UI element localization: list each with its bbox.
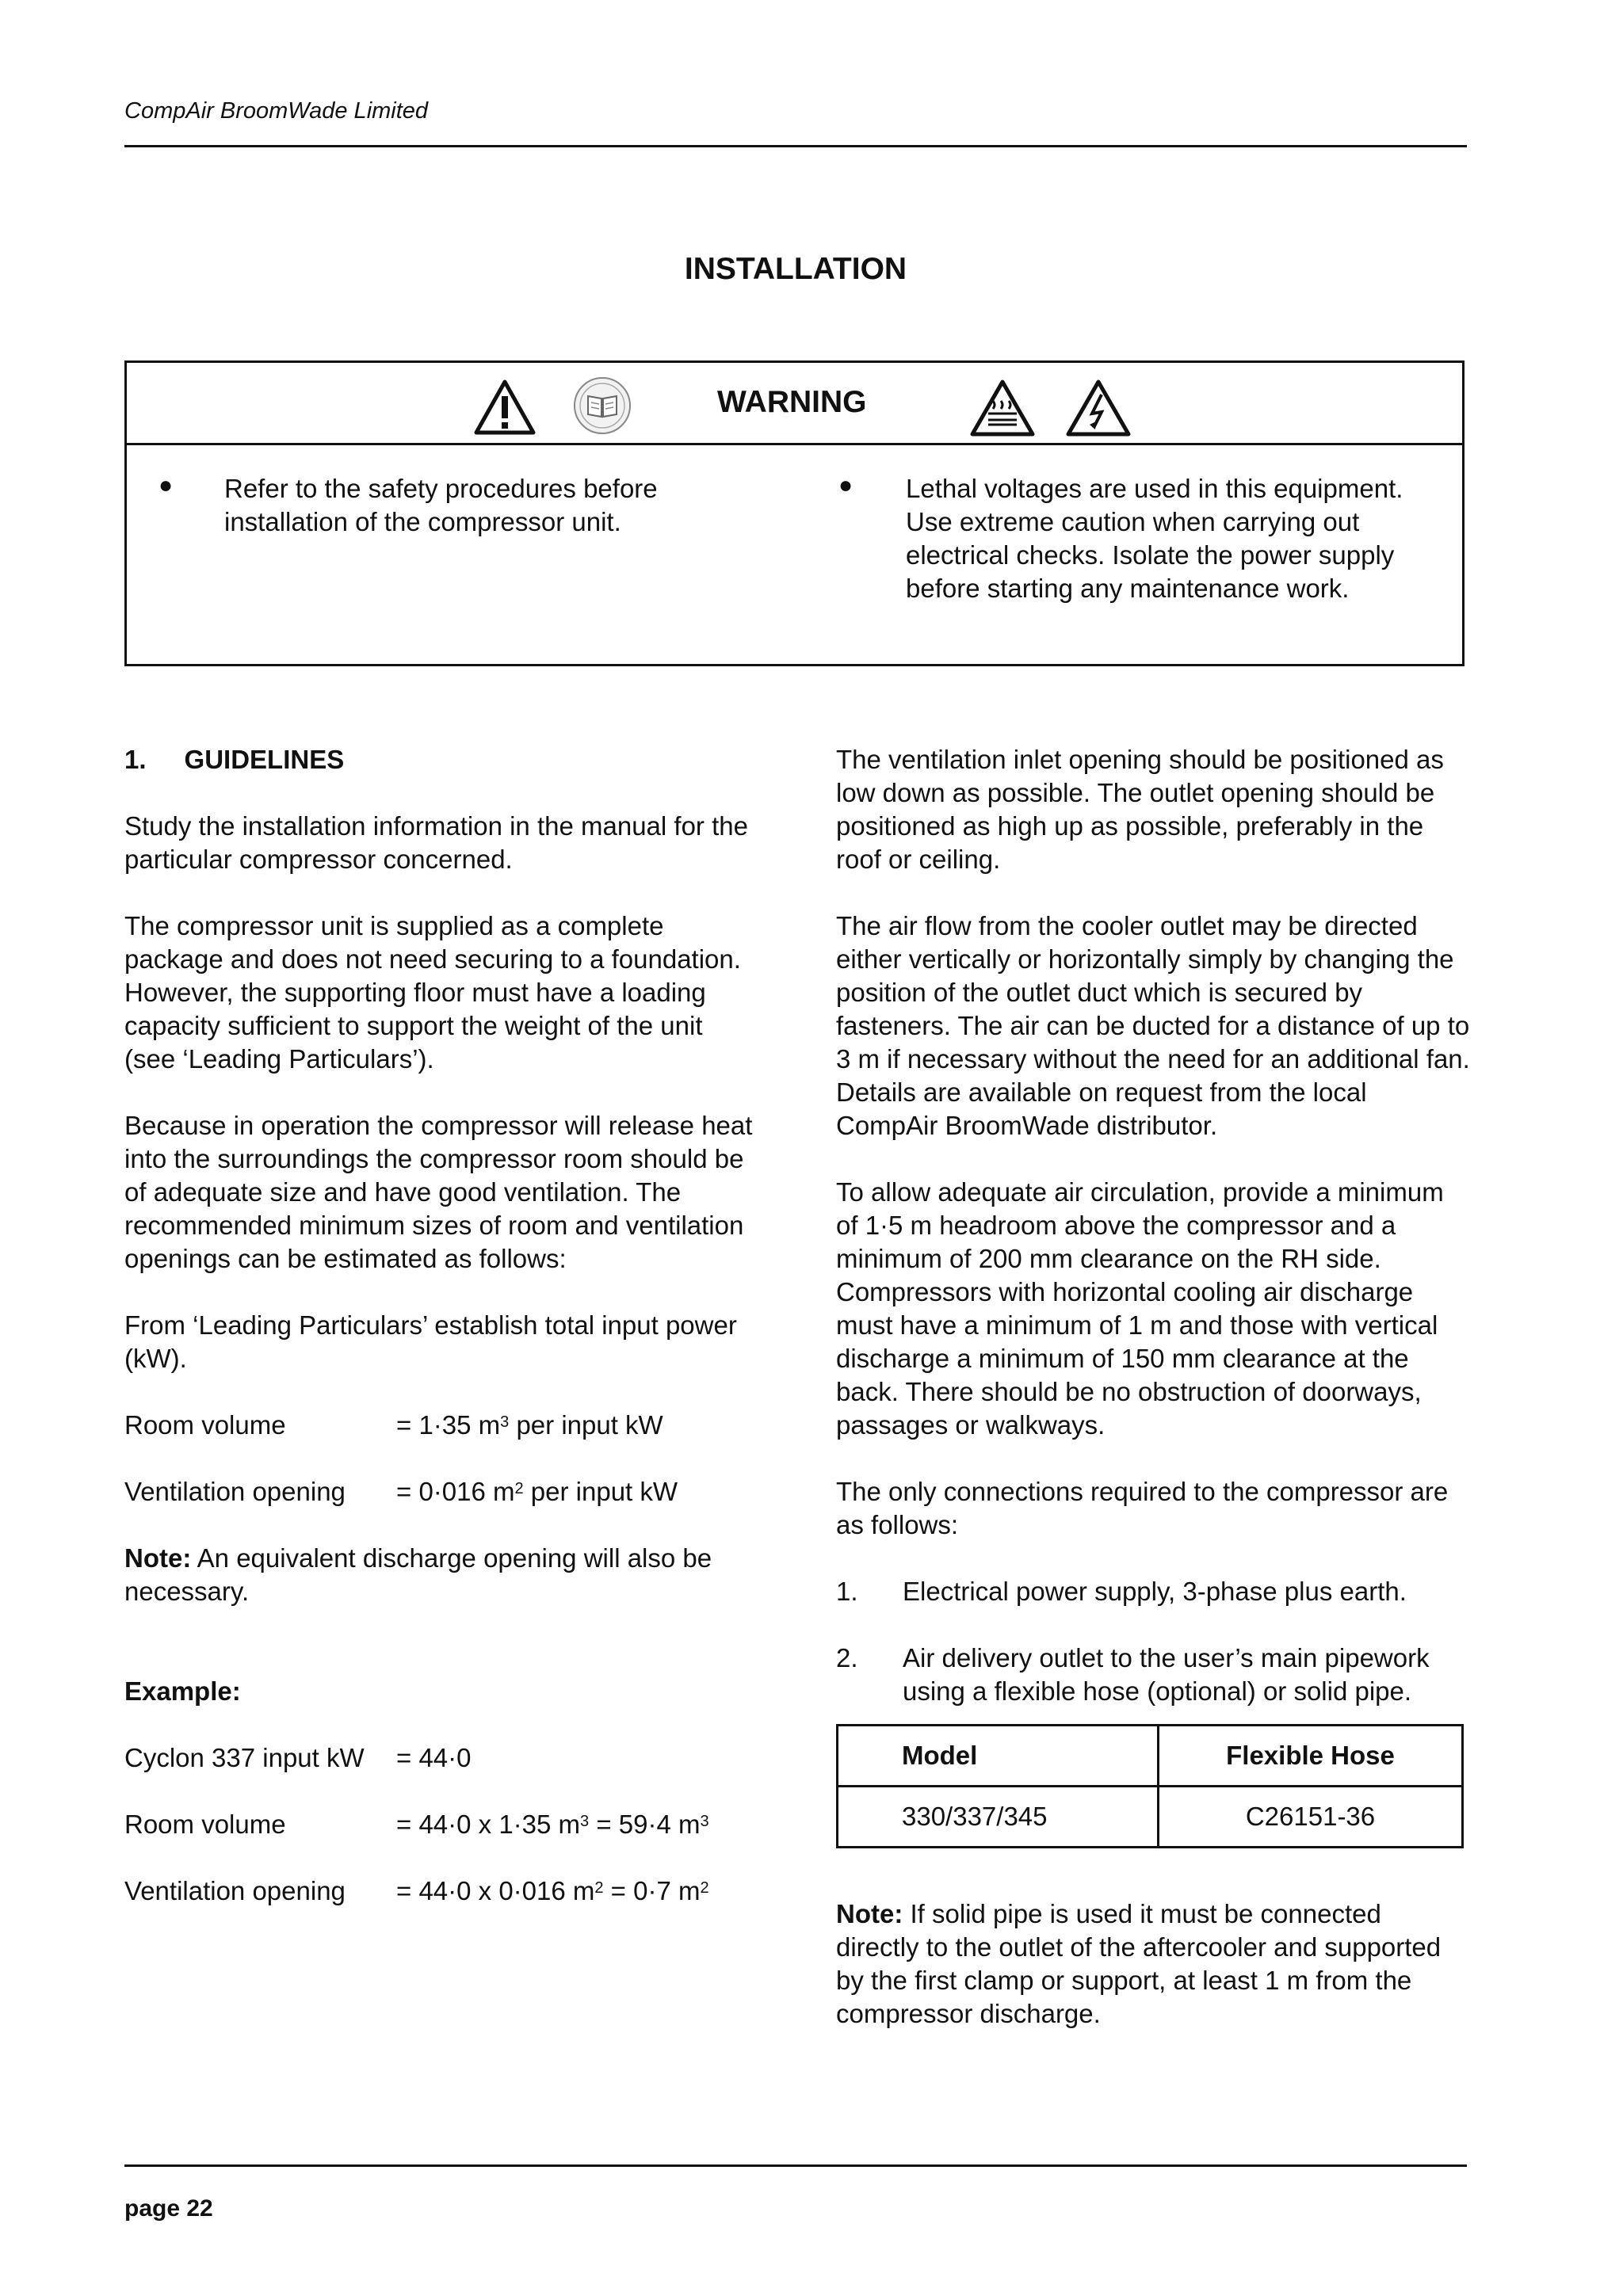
footer-rule <box>124 2164 1467 2167</box>
warning-left-text: Refer to the safety procedures before installation of the compressor unit. <box>224 474 658 536</box>
room-volume-row: Room volume = 1·35 $m^3$ per input kW <box>124 1410 663 1440</box>
bullet-marker: ● <box>158 472 174 498</box>
paragraph: The ventilation inlet opening should be positioned as low down as possible. The outlet opening should be positioned as high up as possible, preferably in the roof or ceiling. <box>836 745 1444 874</box>
list-item: 1. Electrical power supply, 3-phase plus earth. <box>836 1577 1407 1606</box>
warning-box <box>124 360 1465 666</box>
paragraph: Study the installation information in the manual for the particular compressor concerned. <box>124 811 748 874</box>
electrical-hazard-icon <box>1065 379 1132 437</box>
paragraph: To allow adequate air circulation, provide a minimum of 1·5 m headroom above the compressor and a minimum of 200 mm clearance on the RH side. Compressors with horizontal cooling air discharge must have a minimum of 1 m and those with vertical discharge a minimum of 150 mm clearance at the back. There should be no obstruction of doorways, passages or walkways. <box>836 1177 1444 1440</box>
note: Note: An equivalent discharge opening will also be necessary. <box>124 1543 712 1606</box>
table-header: Flexible Hose <box>1159 1726 1463 1787</box>
example-row: Cyclon 337 input kW = 44·0 <box>124 1743 472 1772</box>
hose-table <box>836 1724 1464 1848</box>
paragraph: Because in operation the compressor will release heat into the surroundings the compressor room should be of adequate size and have good ventilation. The recommended minimum sizes of room and ventilation openings can be estimated as follows: <box>124 1111 753 1273</box>
page-title: INSTALLATION <box>684 252 907 286</box>
warning-heading: WARNING <box>717 385 867 419</box>
table-cell: 330/337/345 <box>838 1787 1159 1848</box>
list-item: 2. Air delivery outlet to the user’s main pipework using a flexible hose (optional) or solid pipe. <box>836 1643 1430 1706</box>
bullet-marker: ● <box>838 472 854 498</box>
page-number: page 22 <box>124 2195 213 2222</box>
note: Note: If solid pipe is used it must be connected directly to the outlet of the aftercooler and supported by the first clamp or support, at least 1 m from the compressor discharge. <box>836 1899 1442 2028</box>
right-column <box>836 743 1470 2064</box>
paragraph: The only connections required to the compressor are as follows: <box>836 1477 1449 1539</box>
header-rule <box>124 145 1467 147</box>
example-row: Ventilation opening = 44·0 x 0·016 $m^2 = 0\cdot 7$ $m^2$ <box>124 1876 709 1905</box>
warning-triangle-icon <box>473 379 537 436</box>
company-name: CompAir BroomWade Limited <box>124 98 429 124</box>
section-heading: 1. GUIDELINES <box>124 745 345 774</box>
table-row <box>838 1787 1463 1848</box>
paragraph: From ‘Leading Particulars’ establish total input power (kW). <box>124 1310 737 1373</box>
warning-right-text: Lethal voltages are used in this equipment. Use extreme caution when carrying out electrical checks. Isolate the power supply before starting any maintenance work. <box>906 474 1403 603</box>
warning-header <box>127 363 1462 445</box>
read-manual-icon <box>572 376 632 436</box>
paragraph: The air flow from the cooler outlet may be directed either vertically or horizontally simply by changing the position of the outlet duct which is secured by fasteners. The air can be ducted for a distance of up to 3 m if necessary without the need for an additional fan. Details are available on request from the local CompAir BroomWade distributor. <box>836 911 1470 1140</box>
paragraph: The compressor unit is supplied as a complete package and does not need securing to a foundation. However, the supporting floor must have a loading capacity sufficient to support the weight of the unit (see ‘Leading Particulars’). <box>124 911 741 1074</box>
example-row: Room volume = 44·0 x 1·35 $m^3 = 59\cdot 4$ $m^3$ <box>124 1810 709 1839</box>
ventilation-row: Ventilation opening = 0·016 $m^2$ per input kW <box>124 1477 678 1506</box>
table-header-row <box>838 1726 1463 1787</box>
hot-surface-icon <box>969 379 1036 437</box>
table-header: Model <box>838 1726 1159 1787</box>
table-cell: C26151-36 <box>1159 1787 1463 1848</box>
example-heading: Example: <box>124 1676 241 1706</box>
left-column <box>124 743 758 1941</box>
